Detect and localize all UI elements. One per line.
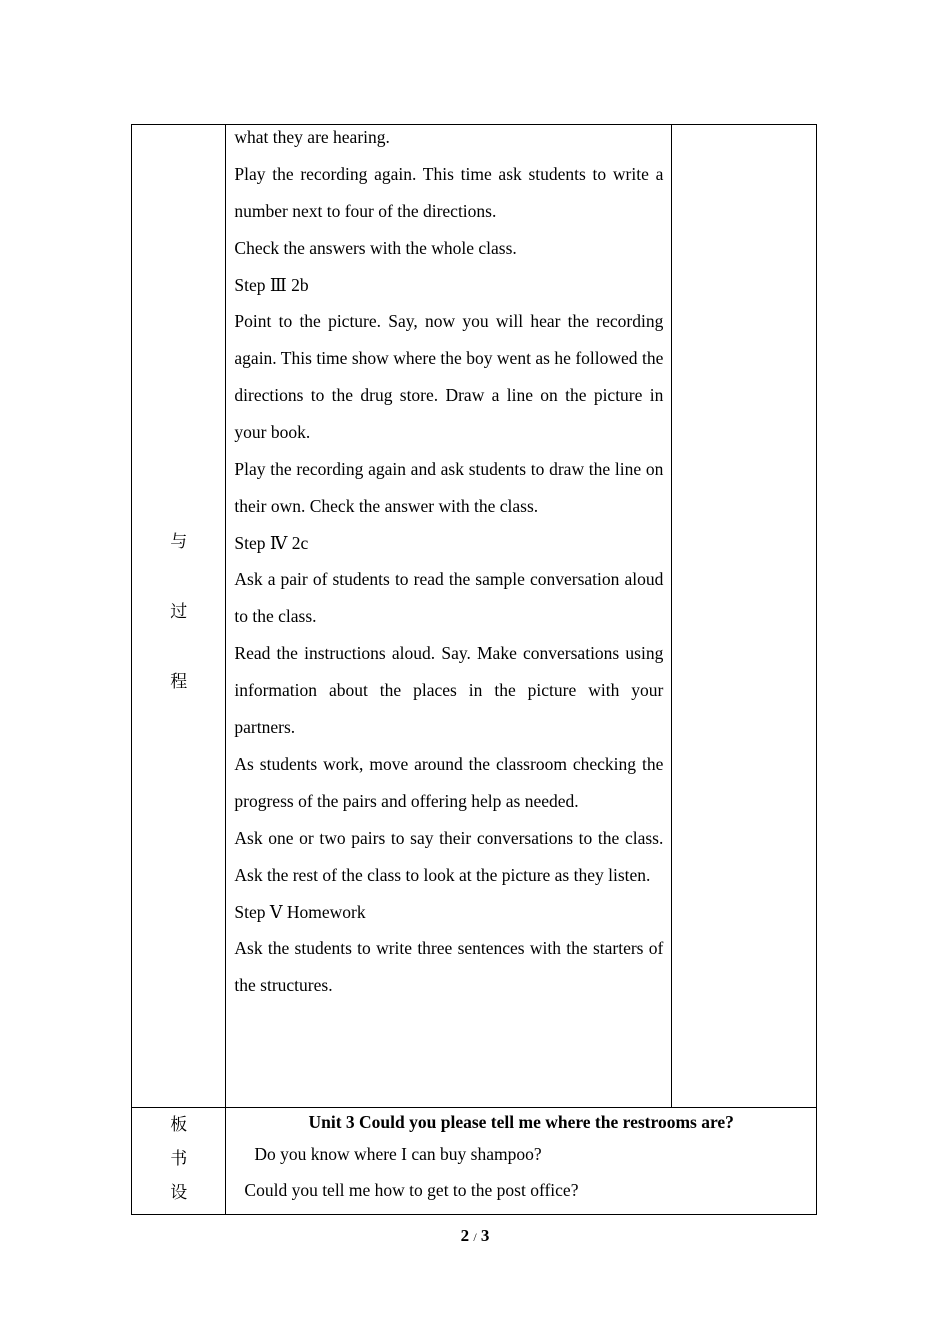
step-heading: Step Ⅴ Homework: [234, 902, 366, 922]
board-label-char: 设: [170, 1183, 188, 1203]
board-content-cell: [226, 1108, 817, 1215]
board-label: [132, 1108, 225, 1210]
process-label-char: 过: [170, 602, 188, 622]
process-paragraph: Ask the students to write three sentences with the starters of the structures.: [234, 938, 664, 995]
process-label: [132, 525, 225, 735]
total-pages: 3: [480, 1226, 490, 1245]
board-title: Unit 3 Could you please tell me where the restrooms are?: [308, 1112, 734, 1132]
lesson-plan-table: [131, 124, 817, 1215]
page-separator: /: [473, 1230, 477, 1244]
process-paragraph: Play the recording again and ask students to draw the line on their own. Check the answer with the class.: [234, 459, 664, 516]
board-sentence: Could you tell me how to get to the post office?: [244, 1180, 579, 1200]
process-label-cell: [132, 125, 226, 1108]
board-sentence: Do you know where I can buy shampoo?: [254, 1144, 542, 1164]
process-paragraph: Ask a pair of students to read the sample conversation aloud to the class.: [234, 569, 664, 626]
current-page: 2: [460, 1226, 470, 1245]
notes-cell: [672, 125, 817, 1108]
process-label-char: 与: [170, 532, 188, 552]
process-paragraph: Play the recording again. This time ask students to write a number next to four of the directions.: [234, 164, 664, 221]
process-paragraph: As students work, move around the classroom checking the progress of the pairs and offering help as needed.: [234, 754, 664, 811]
process-paragraph: what they are hearing.: [234, 127, 390, 147]
step-heading: Step Ⅲ 2b: [234, 275, 309, 295]
board-design-row: [132, 1108, 817, 1215]
process-steps: [234, 119, 663, 1004]
board-label-char: 板: [170, 1115, 188, 1135]
board-label-cell: [132, 1108, 226, 1215]
step-heading: Step Ⅳ 2c: [234, 533, 309, 553]
process-label-char: 程: [170, 672, 188, 692]
page-number: [0, 1226, 950, 1246]
process-paragraph: Ask one or two pairs to say their conversations to the class. Ask the rest of the class to look at the picture as they listen.: [234, 828, 664, 885]
process-row: [132, 125, 817, 1108]
process-paragraph: Point to the picture. Say, now you will hear the recording again. This time show where the boy went as he followed the directions to the drug store. Draw a line on the picture in your book.: [234, 311, 664, 442]
process-content-cell: [226, 125, 672, 1108]
process-paragraph: Read the instructions aloud. Say. Make conversations using information about the places in the picture with your partners.: [234, 643, 664, 737]
process-paragraph: Check the answers with the whole class.: [234, 238, 517, 258]
board-label-char: 书: [170, 1149, 188, 1169]
